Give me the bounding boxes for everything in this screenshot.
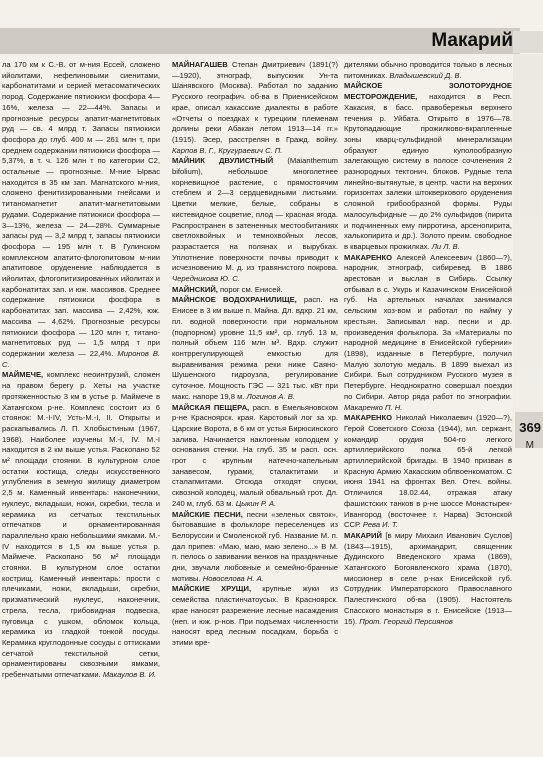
- entry-author: Чередникова Ю. С.: [172, 274, 240, 284]
- header-ghost-strip: [513, 31, 543, 53]
- entry: [172, 510, 338, 585]
- entry: [172, 403, 338, 510]
- entry-author: Рева И. Т.: [362, 520, 398, 530]
- entry: [344, 253, 512, 414]
- page-letter: М: [525, 440, 534, 451]
- entry-author: Макаренко П. Н.: [344, 402, 403, 412]
- entry-headword: МАЙСКОЕ ЗОЛОТОРУДНОЕ МЕСТОРОЖДЕНИЕ,: [344, 81, 512, 102]
- entry-headword: МАКАРЕНКО: [344, 413, 393, 423]
- entry-headword: МАЙСКИЕ ПЕСНИ,: [172, 509, 243, 519]
- column-3: [344, 60, 512, 750]
- entry-text: ла 170 км к С.-В. от м-ния Ессей, сложено ийолитами, нефелиновыми сиенитами, карбонатитами и серией метасоматических пород. Содержание пятиокиси фосфора 4—16%, железа — 22—44%. Запасы и прогнозные ресурсы апатит-магнетитовых руд — св. 4 млрд т. Запасы пятиокиси фосфора до глуб. 400 м — 261 млн т, при среднем содержании пятиокиси фосфора — 5,37%, в т. ч. 126 млн т по категории С2, остальные — прогнозные. М-ние Ырвас находится в 35 км зап. Магнатского м-ния, сложено фенитизированными гнейсами и титаномагнетит апатит-магнетитовыми рудами. Содержание пятиокиси фосфора — 3—13%, железа — 24—28%. Суммарные запасы руд — 3,2 млрд т, запасы пятиокиси фосфора — 195 млн т. В Гулинском комплексном апатито-флогопитовом м-нии апатитовое оруденение наблюдается в ийолитах, флогопитизированных ийолитах и карбонатитах зап. и юж. массивов. Среднее содержание пятиокиси фосфора в карбонатитах зап. массива — 2,42%, юж. массива — 4,62%. Прогнозные ресурсы пятиокиси фосфора — 120 млн т, титано-магнетитовых руд — 1,5 млрд т при содержании железа — 22,4%.: [2, 60, 160, 358]
- entry-author: Карпов В. Г., Кругураевич С. П.: [172, 145, 283, 155]
- entry: [344, 413, 512, 531]
- entry: [172, 584, 338, 648]
- entry: [172, 60, 338, 156]
- entry-headword: МАЙНИК ДВУЛИСТНЫЙ: [172, 156, 274, 166]
- entry: [344, 60, 512, 81]
- entry-text: находится в Респ. Хакасия, в басс. правобережья верхнего течения р. Уйбата. Открыто в 1976—78. Крутопадающие прожилково-вкрапленные зоны кварц-сульфидной минерализации образуют единую куполообразную залегающую систему в полосе сочленения 2 разнородных тектонич. блоков. Рудные тела линейно-вытянутые, в центр. части на верхних горизонтах залежи штокверкового оруденения сложной грибообразной формы. Руды малосульфидные — до 2% сульфидов (пирита и подчиненных ему пирротина, арсенопирита, халькопирита и др.). Золото преим. свободное в кварцевых прожилках.: [344, 92, 512, 251]
- entry-author: Миронов В. С.: [2, 348, 160, 369]
- entry-headword: МАЙНСКИЙ,: [172, 284, 218, 294]
- entry-headword: МАЙСКАЯ ПЕЩЕРА,: [172, 402, 250, 412]
- entry-text: порог см. Енисей.: [217, 284, 283, 294]
- column-2: [172, 60, 338, 750]
- entry-headword: МАЙМЕЧЕ,: [2, 370, 44, 380]
- entry-headword: МАЙНСКОЕ ВОДОХРАНИЛИЩЕ,: [172, 295, 297, 305]
- page-title: Макарий: [431, 30, 513, 51]
- entry: [344, 81, 512, 252]
- column-1: [2, 60, 160, 750]
- entry-text: комплекс неоинтрузий, сложен на правом берегу р. Хеты на участке протяженностью 3 км в устье р. Маймече в Хатангском р-не. Комплекс состоит из 6 стоянок: М.-I-IV, Усть-М.-I, II. Открыты и раскапывались Л. П. Хлобыстиным (1967, 1968). Наиболее изучены М.-I, IV. М.-I находится в 2 км выше устья. Раскопано 52 м² площади стоянки. В культурном слое остатки костища, следы искусственного углубления в земную жилищу диаметром 2,5 м. Каменный инвентарь: наконечники, нуклеус, вкладыши, ножи, скребки, тесла и керамика из сетчатых текстильных отпечатков и орнаментированная параллельно краю небольшими ямками. М.-IV находится в 1,5 км выше устья р. Маймече. Раскопано 56 м² площади стоянки. В культурном слое остатки кострищ. Каменный инвентарь: прости с плечиками, ножи, вкладыши, скребки, призматический нуклеус, наконечник, стрела, тесла, грибовидная подвеска, пуговица с ушком, обломок кольца, керамика из гладкой тонкой посуды. Керамика круглодонные сосуды с оттисками сетчатой текстильной сетки, орнаментированы сквозными ямками, гребенчатыми отпечатками.: [2, 370, 160, 680]
- entry-text: Николай Николаевич (1920—?), Герой Советского Союза (1944), мл. сержант, командир орудия 504-го легкого артиллерийского полка 65-й легкой артиллерийской бригады. В 1940 призван в Красную Армию Хакасским облвоенкоматом. С июня 1941 на фронтах Вел. Отеч. войны. Отличился 18.02.44, отражая атаку фашистских танков в р-не шоссе Монастырек-Ивангород (восточнее г. Нарва) Эстонской ССР.: [344, 413, 512, 530]
- entry-text: Степан Дмитриевич (1891(?)—1920), этнограф, выпускник Ун-та Шанявского (Москва). Работал по заданию Русского географич. об-ва в Приенисейском крае, описал хакасские диалекты в работе «Отчеты о поездках к турецким племенам долины реки Абакан летом 1913—14 гг.» (1915). Эсер, расстрелян в Гражд. войну.: [172, 60, 338, 144]
- entry-text: (Maianthemum bifolium), небольшое многолетнее корневищное растение, с прямостоячим стеблем и 2—3 сердцевидными листьями. Цветки мелкие, белые, собраны в кистевидное соцветие, плод — красная ягода. Распространен в затененных местообитаниях светлохвойных и темнохвойных лесов, разрастается на полянах и вырубках. Уплотнение поверхности почвы приводит к исчезновению М. д. из травянистого покрова.: [172, 156, 338, 273]
- entry-text: песни «зеленых святок», бытовавшие в фольклоре переселенцев из Белоруссии и Смоленской губ. Название М. п. дал припев: «Маю, маю, маю зелено...» В М. п. пелось о завивании венков на праздничные дни, звучали любовные и семейно-бранные мотивы.: [172, 509, 338, 583]
- entry-author: Новоселова Н. А.: [202, 573, 264, 583]
- entry-author: Макаулов В. И.: [102, 670, 157, 680]
- entry-text: расп. в Емельяновском р-не Красноярск. края. Карстовый лог за хр. Царские Ворота, в 6 км от устья Бирюсинского залива. Начинается наклонным колодцем у основания стенки. На глуб. 35 м расп. осн. грот с крупным натечно-капельным занавесом, гурами, сталактитами и сталагмитами. Отсюда отходят спуски, сквозной колодец, малый обвальный грот. Дл. 240 м, глуб. 63 м.: [172, 402, 338, 508]
- entry: [2, 60, 160, 370]
- entry-text: дителями обычно проводится только в лесных питомниках.: [344, 60, 512, 80]
- entry-headword: МАЙСКИЕ ХРУЩИ,: [172, 584, 252, 594]
- page-number: 369: [519, 420, 541, 435]
- entry-author: Ли Л. В.: [431, 241, 460, 251]
- entry-author: Прот. Георгий Персиянов: [359, 616, 453, 626]
- entry: [2, 370, 160, 680]
- entry-headword: МАКАРИЙ: [344, 530, 382, 540]
- entry-author: Цыкин Р. А.: [235, 498, 277, 508]
- entry-text: расп. на Енисее в 3 км выше п. Майна. Дл. вдхр. 21 км, пл. водной поверхности при нормальном (подпорном) уровне 11,5 км², ср. глуб. 13 м, полный объем 116 млн м³. Вдхр. служит контррегулирующей емкостью для выравнивания режима реки ниже Саяно-Шушенского гидроузла, регулирование суточное. Мощность ГЭС — 321 тыс. кВт при макс. напоре 19,8 м.: [172, 295, 338, 401]
- entry-author: Владышевский Д. В.: [389, 70, 462, 80]
- entry-text: крупные жуки из семейства пластинчатоусых. В Красноярск. крае наносят разрежение лесные насаждения (неп. и юж. р-нов. При подъемах численности наносят вред лесным посадкам, борьба с этими вре-: [172, 584, 338, 647]
- entry-headword: МАКАРЕНКО: [344, 252, 393, 262]
- entry-author: Логинов А. В.: [246, 391, 295, 401]
- entry-text: Алексей Алексеевич (1860—?), народник, этнограф, сибиревед. В 1886 арестован и выслан в Сибирь. Ссылку отбывал в с. Укурь и Казачинском Енисейской губ. На артельных началах занимался сельским хоз-вом и работал по найму у крестьян. Записывал нар. песни и др. произведения фольклора. За «Материалы по народной медицине в Енисейской губернии» (1898), изданные в Петербурге, получил Малую золотую медаль. В 1899 выехал из Сибири. Был сотрудником Русского музея в Петербурге. Неоднократно совершал поездки по Сибири. Автор ряда работ по этнографии.: [344, 252, 512, 401]
- margin-strip: [513, 54, 543, 412]
- entry: [344, 531, 512, 627]
- entry-headword: МАЙНАГАШЕВ: [172, 60, 228, 69]
- entry-text: [в миру Михаил Иванович Суслов] (1843—1915), архимандрит, священник Дудинского Введенского храма (1869), Хатангского Богоявленского храма (1870), миссионер в селе р-нах Енисейской губ. Сотрудник Императорского Православного Палестинского об-ва (1905). Настоятель Спасского монастыря в г. Енисейске (1913—15).: [344, 530, 512, 626]
- entry: [172, 156, 338, 284]
- entry: [172, 285, 338, 296]
- entry: [172, 295, 338, 402]
